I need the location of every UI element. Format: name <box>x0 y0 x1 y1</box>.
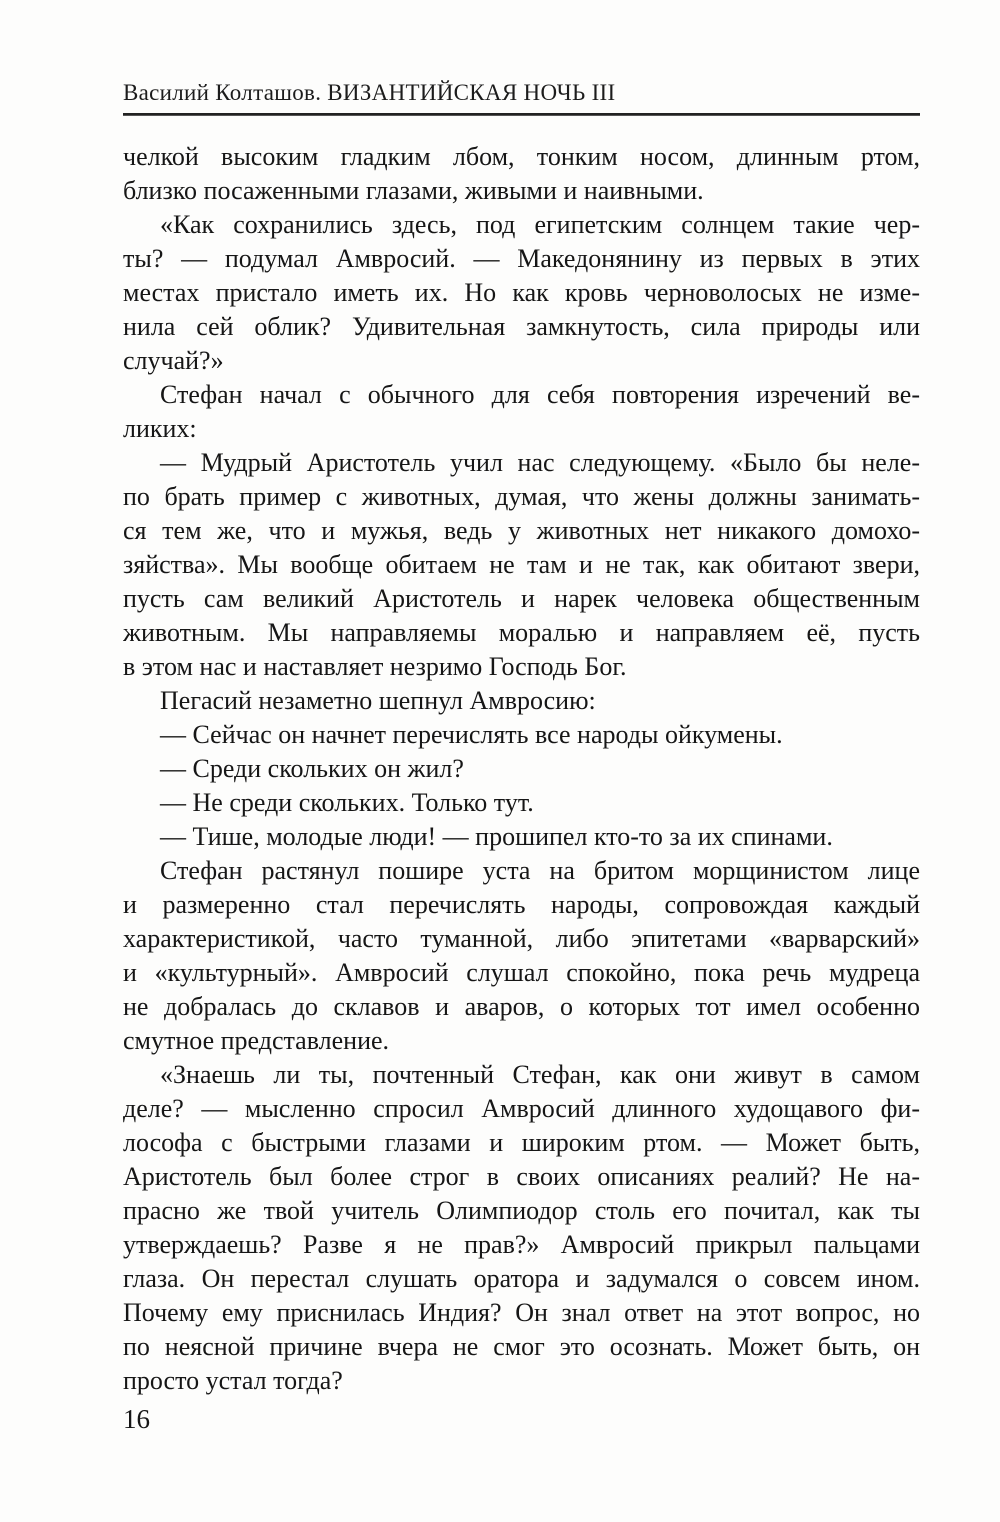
text-line: Почему ему приснилась Индия? Он знал ответ на этот вопрос, но <box>123 1298 920 1327</box>
text-line: пусть сам великий Аристотель и нарек человека общественным <box>123 584 920 613</box>
text-line: — Тише, молодые люди! — прошипел кто-то за их спинами. <box>160 822 833 851</box>
text-line: не добралась до склавов и аваров, о которых тот имел особенно <box>123 992 920 1021</box>
text-line: зяйства». Мы вообще обитаем не там и не так, как обитают звери, <box>123 550 920 579</box>
text-line: деле? — мысленно спросил Амвросий длинного худощавого фи- <box>123 1094 920 1123</box>
text-line: Пегасий незаметно шепнул Амвросию: <box>160 686 596 715</box>
running-header <box>123 79 920 107</box>
text-line: в этом нас и наставляет незримо Господь Бог. <box>123 652 627 681</box>
text-line: глаза. Он перестал слушать оратора и задумался о совсем ином. <box>123 1264 920 1293</box>
text-line: прасно же твой учитель Олимпиодор столь его почитал, как ты <box>123 1196 920 1225</box>
text-line: Стефан растянул пошире уста на бритом морщинистом лице <box>160 856 920 885</box>
text-line: просто устал тогда? <box>123 1366 343 1395</box>
text-line: лософа с быстрыми глазами и широким ртом. — Может быть, <box>123 1128 920 1157</box>
page-body <box>123 140 920 1398</box>
text-line: по неясной причине вчера не смог это осознать. Может быть, он <box>123 1332 920 1361</box>
text-line: ликих: <box>123 414 197 443</box>
text-line: «Как сохранились здесь, под египетским солнцем такие чер- <box>160 210 920 239</box>
text-line: местах пристало иметь их. Но как кровь черноволосых не изме- <box>123 278 920 307</box>
text-line: — Не среди скольких. Только тут. <box>160 788 534 817</box>
text-line: и размеренно стал перечислять народы, сопровождая каждый <box>123 890 920 919</box>
text-line: — Сейчас он начнет перечислять все народы ойкумены. <box>160 720 783 749</box>
running-header-text: Василий Колташов. ВИЗАНТИЙСКАЯ НОЧЬ III <box>123 80 616 105</box>
page-number: 16 <box>123 1404 150 1434</box>
text-line: «Знаешь ли ты, почтенный Стефан, как они живут в самом <box>160 1060 920 1089</box>
text-line: по брать пример с животных, думая, что жены должны занимать- <box>123 482 920 511</box>
text-line: ты? — подумал Амвросий. — Македонянину из первых в этих <box>123 244 920 273</box>
text-line: ся тем же, что и мужья, ведь у животных нет никакого домохо- <box>123 516 920 545</box>
text-line: Стефан начал с обычного для себя повторения изречений ве- <box>160 380 920 409</box>
text-line: челкой высоким гладким лбом, тонким носом, длинным ртом, <box>123 142 920 171</box>
header-rule <box>123 113 920 116</box>
text-line: и «культурный». Амвросий слушал спокойно, пока речь мудреца <box>123 958 920 987</box>
text-line: смутное представление. <box>123 1026 390 1055</box>
text-line: характеристикой, часто туманной, либо эпитетами «варварский» <box>123 924 920 953</box>
text-line: — Среди скольких он жил? <box>160 754 464 783</box>
text-line: Аристотель был более строг в своих описаниях реалий? Не на- <box>123 1162 920 1191</box>
text-line: утверждаешь? Разве я не прав?» Амвросий прикрыл пальцами <box>123 1230 920 1259</box>
text-line: случай?» <box>123 346 224 375</box>
text-line: нила сей облик? Удивительная замкнутость, сила природы или <box>123 312 920 341</box>
text-line: близко посаженными глазами, живыми и наивными. <box>123 176 704 205</box>
text-line: животным. Мы направляемы моралью и направляем её, пусть <box>123 618 920 647</box>
text-line: — Мудрый Аристотель учил нас следующему. «Было бы неле- <box>160 448 920 477</box>
